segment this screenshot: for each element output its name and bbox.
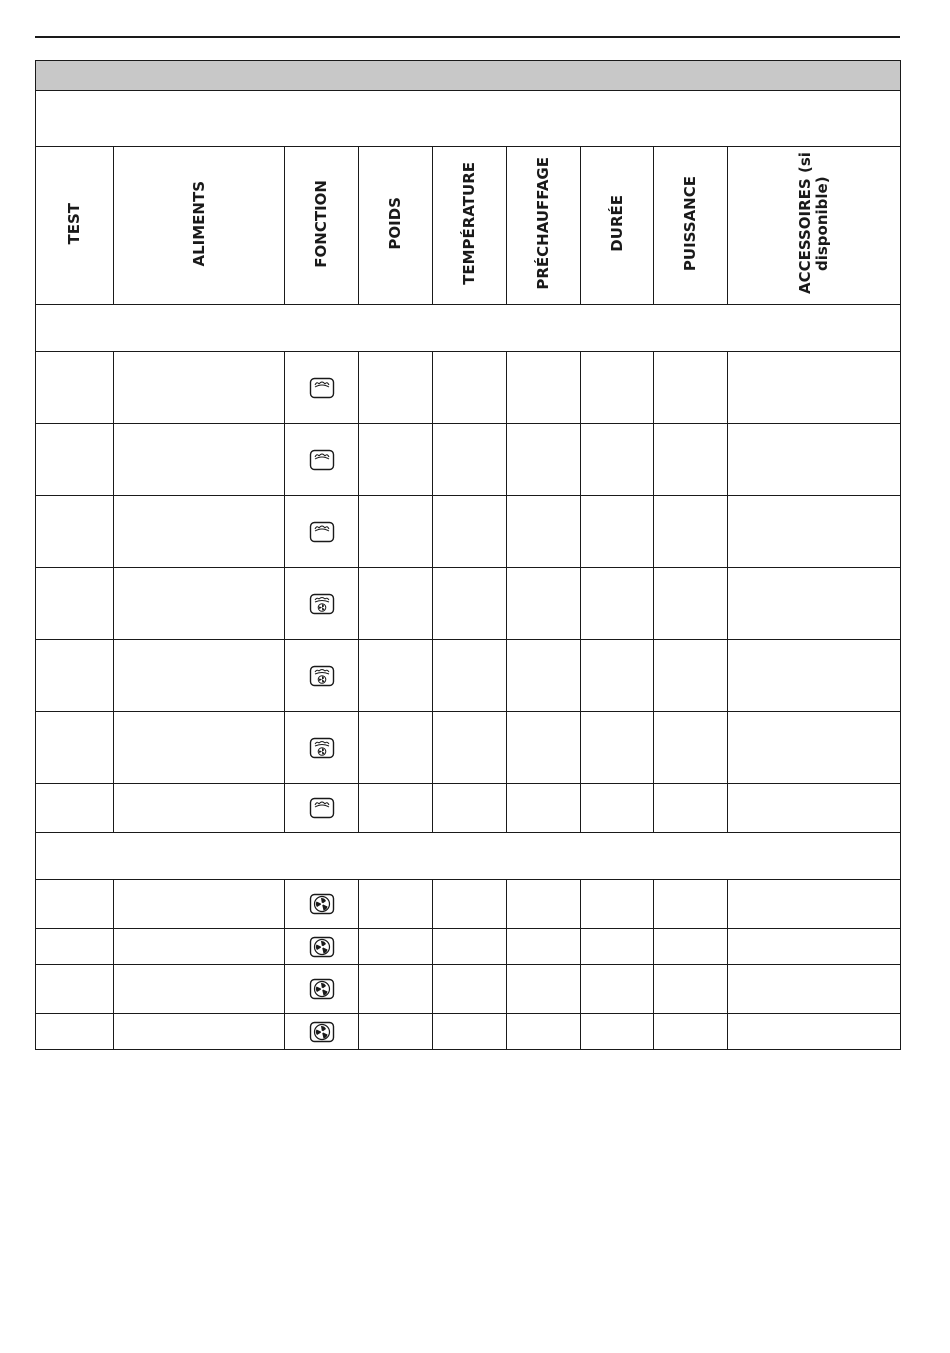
cell-puissance — [654, 496, 728, 568]
cell-poids — [359, 929, 433, 965]
table-row — [36, 352, 901, 424]
table-row — [36, 929, 901, 965]
cell-prechauffage — [507, 784, 581, 833]
table-row — [36, 1014, 901, 1050]
cell-aliments — [114, 880, 285, 929]
cell-prechauffage — [507, 965, 581, 1014]
cell-prechauffage — [507, 880, 581, 929]
header-temperature: TEMPÉRATURE — [433, 147, 507, 305]
header-aliments: ALIMENTS — [114, 147, 285, 305]
cell-duree — [581, 568, 654, 640]
table-row — [36, 496, 901, 568]
cell-fonction — [285, 352, 359, 424]
cell-accessoires — [728, 880, 901, 929]
cell-poids — [359, 880, 433, 929]
fan-icon — [309, 1021, 335, 1043]
cell-aliments — [114, 352, 285, 424]
cell-puissance — [654, 352, 728, 424]
header-accessoires: ACCESSOIRES (si disponible) — [728, 147, 901, 305]
cell-duree — [581, 929, 654, 965]
cell-temperature — [433, 929, 507, 965]
cell-prechauffage — [507, 640, 581, 712]
fan-icon — [309, 978, 335, 1000]
cell-puissance — [654, 712, 728, 784]
cell-accessoires — [728, 784, 901, 833]
table-row — [36, 965, 901, 1014]
top-bottom-heat-icon — [309, 449, 335, 471]
cell-temperature — [433, 880, 507, 929]
cell-duree — [581, 352, 654, 424]
cell-puissance — [654, 965, 728, 1014]
cell-accessoires — [728, 965, 901, 1014]
cell-accessoires — [728, 568, 901, 640]
cell-prechauffage — [507, 424, 581, 496]
cell-duree — [581, 424, 654, 496]
cell-aliments — [114, 640, 285, 712]
cell-duree — [581, 784, 654, 833]
cell-poids — [359, 1014, 433, 1050]
cell-aliments — [114, 568, 285, 640]
cell-test — [36, 880, 114, 929]
cell-aliments — [114, 1014, 285, 1050]
cell-accessoires — [728, 929, 901, 965]
cell-fonction — [285, 784, 359, 833]
header-test: TEST — [36, 147, 114, 305]
cell-temperature — [433, 1014, 507, 1050]
section-title — [36, 833, 901, 880]
cell-fonction — [285, 496, 359, 568]
cell-prechauffage — [507, 712, 581, 784]
cell-poids — [359, 424, 433, 496]
cell-prechauffage — [507, 1014, 581, 1050]
cell-prechauffage — [507, 352, 581, 424]
header-puissance: PUISSANCE — [654, 147, 728, 305]
header-prechauffage: PRÉCHAUFFAGE — [507, 147, 581, 305]
cell-duree — [581, 496, 654, 568]
cell-aliments — [114, 424, 285, 496]
cell-temperature — [433, 712, 507, 784]
subtitle-band — [36, 91, 901, 147]
cell-aliments — [114, 965, 285, 1014]
heat-with-fan-icon — [309, 737, 335, 759]
cell-duree — [581, 712, 654, 784]
top-bottom-heat-icon — [309, 377, 335, 399]
cell-temperature — [433, 496, 507, 568]
table-row — [36, 424, 901, 496]
cell-fonction — [285, 640, 359, 712]
cell-puissance — [654, 568, 728, 640]
heat-with-fan-icon — [309, 593, 335, 615]
cell-poids — [359, 352, 433, 424]
cell-aliments — [114, 712, 285, 784]
cell-poids — [359, 712, 433, 784]
title-band — [36, 61, 901, 91]
cell-test — [36, 712, 114, 784]
table-row — [36, 568, 901, 640]
cell-test — [36, 965, 114, 1014]
cell-poids — [359, 784, 433, 833]
cell-temperature — [433, 568, 507, 640]
top-rule — [35, 36, 900, 38]
cell-temperature — [433, 352, 507, 424]
cell-aliments — [114, 496, 285, 568]
cell-temperature — [433, 965, 507, 1014]
table-row — [36, 640, 901, 712]
cell-fonction — [285, 965, 359, 1014]
header-fonction: FONCTION — [285, 147, 359, 305]
section-row — [36, 833, 901, 880]
cell-fonction — [285, 880, 359, 929]
cell-poids — [359, 640, 433, 712]
cell-puissance — [654, 424, 728, 496]
cell-accessoires — [728, 496, 901, 568]
cell-test — [36, 568, 114, 640]
section-row — [36, 305, 901, 352]
cell-accessoires — [728, 352, 901, 424]
cell-accessoires — [728, 424, 901, 496]
table-row — [36, 880, 901, 929]
cell-puissance — [654, 880, 728, 929]
cell-duree — [581, 1014, 654, 1050]
cell-puissance — [654, 640, 728, 712]
cell-duree — [581, 880, 654, 929]
cell-test — [36, 352, 114, 424]
heat-with-fan-icon — [309, 665, 335, 687]
cell-temperature — [433, 424, 507, 496]
cell-test — [36, 1014, 114, 1050]
cell-poids — [359, 568, 433, 640]
header-duree: DURÉE — [581, 147, 654, 305]
table-row — [36, 712, 901, 784]
top-bottom-heat-icon — [309, 521, 335, 543]
cell-prechauffage — [507, 568, 581, 640]
cell-temperature — [433, 640, 507, 712]
cell-accessoires — [728, 640, 901, 712]
cell-aliments — [114, 929, 285, 965]
cell-accessoires — [728, 712, 901, 784]
cell-test — [36, 784, 114, 833]
cell-fonction — [285, 424, 359, 496]
fan-icon — [309, 936, 335, 958]
header-poids: POIDS — [359, 147, 433, 305]
header-row — [36, 147, 901, 305]
cell-duree — [581, 640, 654, 712]
cell-puissance — [654, 1014, 728, 1050]
table-row — [36, 784, 901, 833]
cell-test — [36, 640, 114, 712]
cell-prechauffage — [507, 496, 581, 568]
top-bottom-heat-icon — [309, 797, 335, 819]
cell-accessoires — [728, 1014, 901, 1050]
cell-puissance — [654, 784, 728, 833]
cell-poids — [359, 496, 433, 568]
test-table — [35, 60, 901, 1050]
cell-test — [36, 424, 114, 496]
cell-aliments — [114, 784, 285, 833]
cell-puissance — [654, 929, 728, 965]
cell-duree — [581, 965, 654, 1014]
cell-fonction — [285, 568, 359, 640]
cell-test — [36, 929, 114, 965]
cell-fonction — [285, 712, 359, 784]
fan-icon — [309, 893, 335, 915]
cell-prechauffage — [507, 929, 581, 965]
section-title — [36, 305, 901, 352]
cell-fonction — [285, 1014, 359, 1050]
cell-poids — [359, 965, 433, 1014]
cell-fonction — [285, 929, 359, 965]
cell-test — [36, 496, 114, 568]
cell-temperature — [433, 784, 507, 833]
